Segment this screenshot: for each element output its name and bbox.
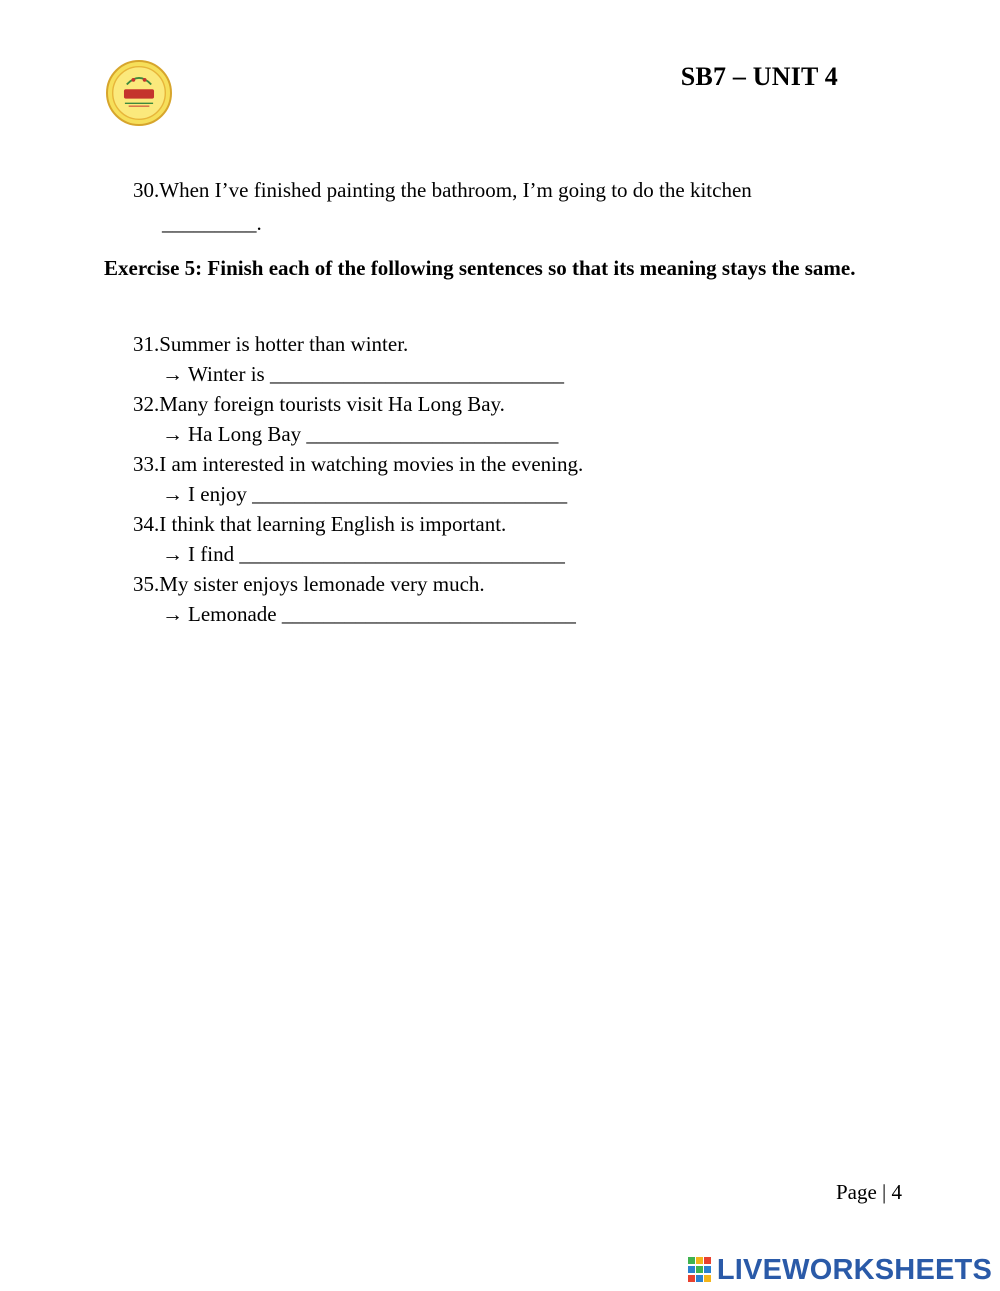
answer-start: I enjoy ______________________________: [188, 482, 568, 506]
question-text: My sister enjoys lemonade very much.: [159, 572, 485, 596]
answer-line-34[interactable]: [162, 541, 565, 567]
question-number: 35.: [133, 572, 160, 596]
arrow-right-icon: →: [162, 422, 183, 446]
answer-line-33[interactable]: [162, 481, 567, 507]
question-31: [133, 331, 408, 357]
arrow-right-icon: →: [162, 542, 183, 566]
question-text: Summer is hotter than winter.: [159, 332, 409, 356]
question-number: 32.: [133, 392, 160, 416]
question-34: [133, 511, 506, 537]
liveworksheets-icon: [687, 1256, 713, 1284]
unit-title: SB7 – UNIT 4: [680, 62, 838, 91]
arrow-right-icon: →: [162, 482, 183, 506]
answer-start: Winter is ____________________________: [188, 362, 564, 386]
arrow-right-icon: →: [162, 362, 183, 386]
liveworksheets-logo[interactable]: [687, 1254, 992, 1286]
question-text: Many foreign tourists visit Ha Long Bay.: [159, 392, 505, 416]
brand-name: LIVEWORKSHEETS: [716, 1253, 992, 1286]
question-number: 34.: [133, 512, 160, 536]
answer-line-31[interactable]: [162, 361, 564, 387]
question-number: 30.: [133, 178, 160, 202]
question-number: 33.: [133, 452, 160, 476]
answer-blank-30[interactable]: _________.: [162, 211, 262, 235]
question-text: When I’ve finished painting the bathroom, I’m going to do the kitchen: [159, 178, 752, 202]
question-number: 31.: [133, 332, 160, 356]
question-30: [133, 177, 752, 203]
question-text: I think that learning English is important.: [159, 512, 507, 536]
answer-line-32[interactable]: [162, 421, 558, 447]
school-logo: [106, 60, 172, 126]
page-number: Page | 4: [835, 1180, 902, 1204]
question-text: I am interested in watching movies in the evening.: [159, 452, 584, 476]
question-33: [133, 451, 583, 477]
answer-line-35[interactable]: [162, 601, 576, 627]
answer-start: Ha Long Bay ________________________: [188, 422, 559, 446]
exercise-5-heading: Exercise 5: Finish each of the following sentences so that its meaning stays the same.: [104, 256, 856, 280]
arrow-right-icon: →: [162, 602, 183, 626]
question-35: [133, 571, 485, 597]
question-32: [133, 391, 505, 417]
answer-start: Lemonade ____________________________: [188, 602, 576, 626]
answer-start: I find _______________________________: [188, 542, 565, 566]
